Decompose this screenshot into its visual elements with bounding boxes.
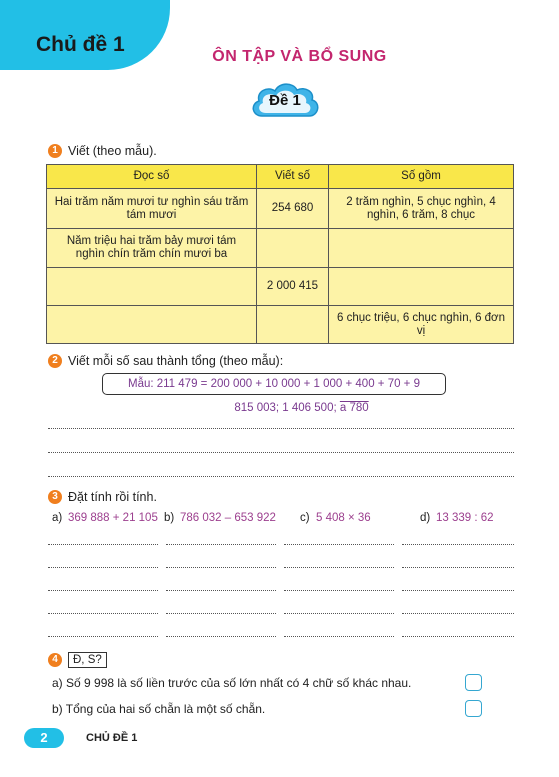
lesson-title: ÔN TẬP VÀ BỔ SUNG (212, 48, 387, 65)
table-header-row (47, 165, 514, 189)
question-3-prompt: Đặt tính rồi tính. (68, 490, 157, 504)
cell-composed: 6 chục triệu, 6 chục nghìn, 6 đơn vị (329, 306, 514, 344)
answer-checkbox-a[interactable] (465, 674, 482, 691)
calc-work-line[interactable] (166, 613, 276, 614)
statement-a-label: a) (52, 676, 63, 690)
question-3-number: 3 (48, 490, 62, 504)
calc-d-expression: 13 339 : 62 (436, 512, 494, 524)
calc-work-line[interactable] (402, 636, 514, 637)
calc-work-line[interactable] (166, 544, 276, 545)
overlined-number: a 780 (339, 402, 369, 414)
cell-read[interactable] (47, 306, 257, 344)
cell-write: 2 000 415 (257, 268, 329, 306)
table-row (47, 189, 514, 229)
footer-chapter-label: CHỦ ĐỀ 1 (86, 732, 138, 744)
table-row (47, 229, 514, 268)
calc-work-line[interactable] (284, 567, 394, 568)
calc-work-line[interactable] (402, 544, 514, 545)
chapter-title: Chủ đề 1 (36, 33, 125, 56)
statement-b (52, 702, 265, 716)
calc-work-line[interactable] (402, 613, 514, 614)
calc-c-label: c) (300, 512, 310, 524)
answer-checkbox-b[interactable] (465, 700, 482, 717)
question-4-prompt: Đ, S? (68, 652, 107, 668)
table-row (47, 306, 514, 344)
question-3-heading (48, 490, 157, 504)
answer-line[interactable] (48, 476, 514, 477)
calc-work-line[interactable] (48, 590, 158, 591)
cell-read[interactable] (47, 268, 257, 306)
calc-work-line[interactable] (48, 567, 158, 568)
question-1-number: 1 (48, 144, 62, 158)
statement-b-label: b) (52, 702, 63, 716)
question-2-prompt: Viết mỗi số sau thành tổng (theo mẫu): (68, 354, 284, 368)
question-4-heading (48, 652, 107, 668)
statement-a (52, 676, 411, 690)
statement-b-text: Tổng của hai số chẵn là một số chẵn. (65, 702, 266, 716)
calc-work-line[interactable] (166, 567, 276, 568)
calc-work-line[interactable] (402, 590, 514, 591)
calc-work-line[interactable] (284, 590, 394, 591)
question-4-number: 4 (48, 653, 62, 667)
cell-write: 254 680 (257, 189, 329, 229)
calc-b-expression: 786 032 – 653 922 (180, 512, 276, 524)
calc-work-line[interactable] (284, 544, 394, 545)
numbers-to-decompose (0, 402, 559, 414)
cell-composed[interactable] (329, 229, 514, 268)
calc-work-line[interactable] (166, 636, 276, 637)
calc-work-line[interactable] (166, 590, 276, 591)
cell-read: Hai trăm năm mươi tư nghìn sáu trăm tám mươi (47, 189, 257, 229)
calc-a-expression: 369 888 + 21 105 (68, 512, 158, 524)
calc-work-line[interactable] (284, 613, 394, 614)
calc-work-line[interactable] (402, 567, 514, 568)
page-number: 2 (24, 728, 64, 748)
cell-composed[interactable] (329, 268, 514, 306)
calc-b-label: b) (164, 512, 175, 524)
lesson-badge-label: Đề 1 (269, 92, 301, 109)
number-table (46, 164, 514, 344)
sample-box: Mẫu: 211 479 = 200 000 + 10 000 + 1 000 + 400 + 70 + 9 (102, 373, 446, 395)
calc-d-label: d) (420, 512, 431, 524)
calc-c-expression: 5 408 × 36 (316, 512, 371, 524)
statement-a-text: Số 9 998 là số liền trước của số lớn nhất có 4 chữ số khác nhau. (66, 676, 412, 690)
column-header-write: Viết số (257, 165, 329, 189)
calc-work-line[interactable] (48, 544, 158, 545)
column-header-composed: Số gồm (329, 165, 514, 189)
question-2-number: 2 (48, 354, 62, 368)
question-1-heading (48, 144, 157, 158)
calc-work-line[interactable] (48, 636, 158, 637)
calc-a-label: a) (52, 512, 63, 524)
numbers-list: 815 003; 1 406 500; (234, 402, 340, 414)
lesson-badge (248, 78, 322, 124)
table-row (47, 268, 514, 306)
question-2-heading (48, 354, 283, 368)
cell-read: Năm triệu hai trăm bảy mươi tám nghìn chín trăm chín mươi ba (47, 229, 257, 268)
cell-write[interactable] (257, 306, 329, 344)
answer-line[interactable] (48, 452, 514, 453)
question-1-prompt: Viết (theo mẫu). (68, 144, 157, 158)
answer-line[interactable] (48, 428, 514, 429)
calc-work-line[interactable] (48, 613, 158, 614)
column-header-read: Đọc số (47, 165, 257, 189)
calc-work-line[interactable] (284, 636, 394, 637)
cell-composed: 2 trăm nghìn, 5 chục nghìn, 4 nghìn, 6 trăm, 8 chục (329, 189, 514, 229)
cell-write[interactable] (257, 229, 329, 268)
